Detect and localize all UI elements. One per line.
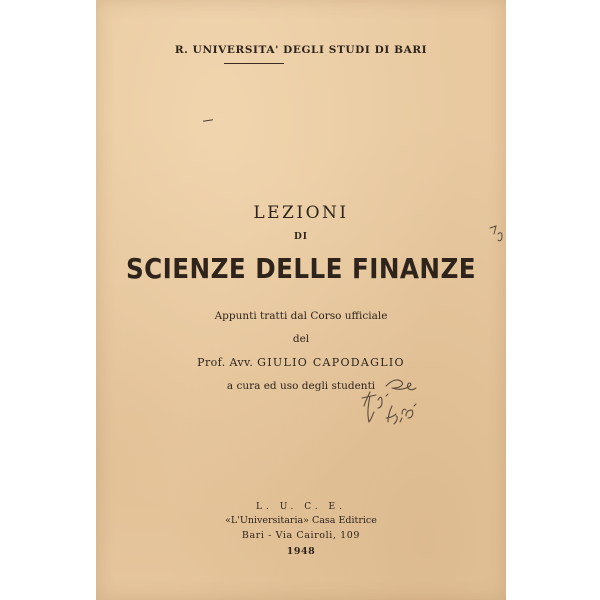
publisher-name: «L'Universitaria» Casa Editrice bbox=[225, 515, 377, 526]
main-title: SCIENZE DELLE FINANZE bbox=[125, 252, 477, 285]
publisher-address: Bari - Via Cairoli, 109 bbox=[241, 530, 361, 541]
edition-note: a cura ed uso degli studenti bbox=[226, 380, 376, 392]
university-heading: R. UNIVERSITA' DEGLI STUDI DI BARI bbox=[174, 44, 428, 56]
margin-pencil-mark bbox=[486, 222, 506, 248]
title-line-2: DI bbox=[293, 232, 308, 242]
author-line bbox=[96, 356, 506, 369]
publisher-acronym: L. U. C. E. bbox=[256, 502, 346, 512]
heading-underline bbox=[224, 63, 284, 64]
subtitle-del: del bbox=[292, 333, 310, 345]
title-line-1: LEZIONI bbox=[253, 203, 349, 223]
subtitle: Appunti tratti dal Corso ufficiale bbox=[214, 310, 388, 322]
author-name: GIULIO CAPODAGLIO bbox=[257, 356, 405, 369]
ink-mark bbox=[203, 119, 213, 121]
handwritten-signature bbox=[358, 366, 428, 450]
publication-year: 1948 bbox=[286, 546, 316, 557]
author-prefix: Prof. Avv. bbox=[197, 356, 254, 369]
title-page bbox=[96, 0, 506, 600]
